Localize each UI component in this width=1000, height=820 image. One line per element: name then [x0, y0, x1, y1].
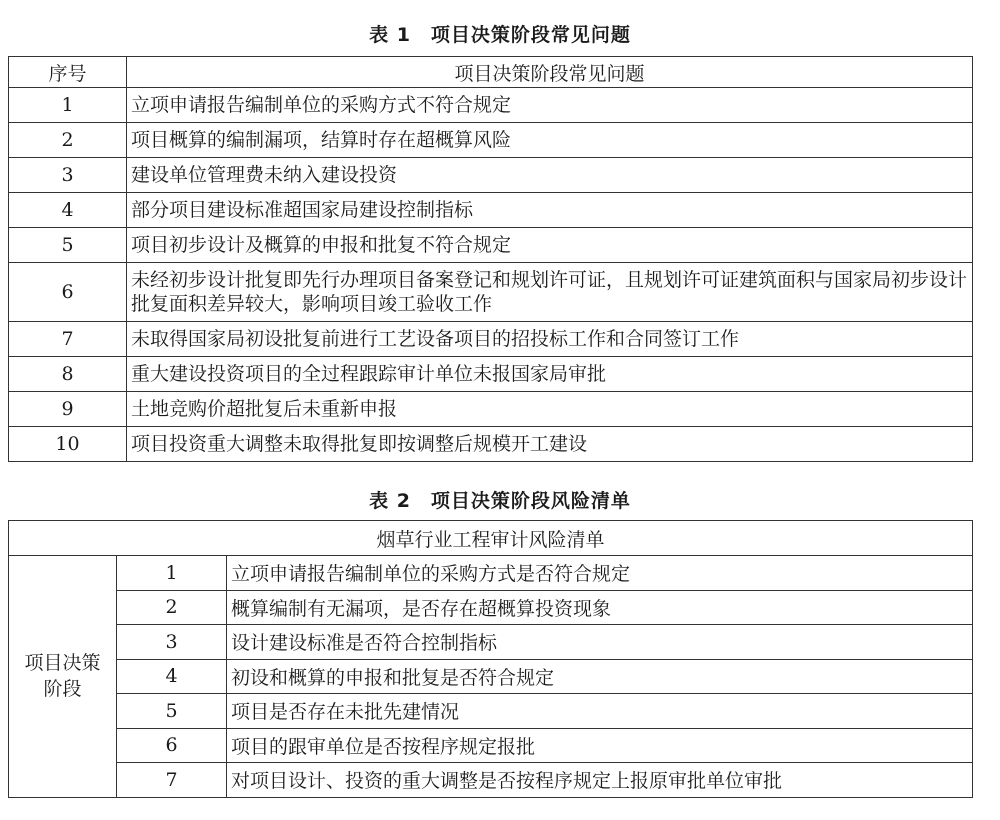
- table-row: [9, 158, 973, 193]
- table-row: [9, 263, 973, 322]
- row-index: 1: [9, 88, 127, 123]
- table-row: [9, 659, 973, 694]
- row-index: 5: [117, 694, 227, 729]
- row-index: 4: [9, 193, 127, 228]
- row-text: 立项申请报告编制单位的采购方式是否符合规定: [227, 556, 973, 591]
- table-row: [9, 728, 973, 763]
- table-row: [9, 123, 973, 158]
- row-index: 10: [9, 427, 127, 462]
- row-text: 初设和概算的申报和批复是否符合规定: [227, 659, 973, 694]
- table-header-row: [9, 521, 973, 556]
- table-row: [9, 392, 973, 427]
- row-index: 9: [9, 392, 127, 427]
- stage-label-line-1: 项目决策: [24, 652, 101, 675]
- row-text: 项目的跟审单位是否按程序规定报批: [227, 728, 973, 763]
- header-issue: 项目决策阶段常见问题: [127, 57, 973, 88]
- stage-label-line-2: 阶段: [43, 678, 82, 701]
- row-text: 部分项目建设标准超国家局建设控制指标: [127, 193, 973, 228]
- row-index: 2: [117, 590, 227, 625]
- row-text: 建设单位管理费未纳入建设投资: [127, 158, 973, 193]
- header-risk-checklist: 烟草行业工程审计风险清单: [9, 521, 973, 556]
- table-row: [9, 427, 973, 462]
- row-index: 8: [9, 357, 127, 392]
- table-1-caption: 表 1 项目决策阶段常见问题: [369, 24, 631, 46]
- row-index: 1: [117, 556, 227, 591]
- row-text: 项目概算的编制漏项，结算时存在超概算风险: [127, 123, 973, 158]
- table-row: [9, 763, 973, 798]
- row-text: 项目初步设计及概算的申报和批复不符合规定: [127, 228, 973, 263]
- row-index: 7: [9, 322, 127, 357]
- row-text: 未取得国家局初设批复前进行工艺设备项目的招投标工作和合同签订工作: [127, 322, 973, 357]
- table-row: [9, 88, 973, 123]
- row-index: 2: [9, 123, 127, 158]
- table-1-decision-stage-issues: [8, 56, 973, 462]
- table-row: [9, 193, 973, 228]
- row-text: 设计建设标准是否符合控制指标: [227, 625, 973, 660]
- table-row: [9, 322, 973, 357]
- table-2-caption: 表 2 项目决策阶段风险清单: [369, 490, 631, 512]
- row-index: 6: [9, 263, 127, 322]
- row-text: 立项申请报告编制单位的采购方式不符合规定: [127, 88, 973, 123]
- table-header-row: [9, 57, 973, 88]
- row-index: 3: [9, 158, 127, 193]
- header-index: 序号: [9, 57, 127, 88]
- row-index: 5: [9, 228, 127, 263]
- row-text: 项目投资重大调整未取得批复即按调整后规模开工建设: [127, 427, 973, 462]
- table-row: [9, 590, 973, 625]
- row-index: 7: [117, 763, 227, 798]
- row-text: 概算编制有无漏项，是否存在超概算投资现象: [227, 590, 973, 625]
- row-text: 土地竞购价超批复后未重新申报: [127, 392, 973, 427]
- table-row: [9, 625, 973, 660]
- row-text: 对项目设计、投资的重大调整是否按程序规定上报原审批单位审批: [227, 763, 973, 798]
- table-2-risk-checklist: [8, 520, 973, 798]
- row-text: 未经初步设计批复即先行办理项目备案登记和规划许可证，且规划许可证建筑面积与国家局初步设计批复面积差异较大，影响项目竣工验收工作: [127, 263, 973, 322]
- table-row: [9, 357, 973, 392]
- table-row: [9, 556, 973, 591]
- row-text: 重大建设投资项目的全过程跟踪审计单位未报国家局审批: [127, 357, 973, 392]
- row-index: 6: [117, 728, 227, 763]
- row-text: 项目是否存在未批先建情况: [227, 694, 973, 729]
- table-row: [9, 228, 973, 263]
- stage-cell: [9, 556, 117, 798]
- row-index: 3: [117, 625, 227, 660]
- table-row: [9, 694, 973, 729]
- row-index: 4: [117, 659, 227, 694]
